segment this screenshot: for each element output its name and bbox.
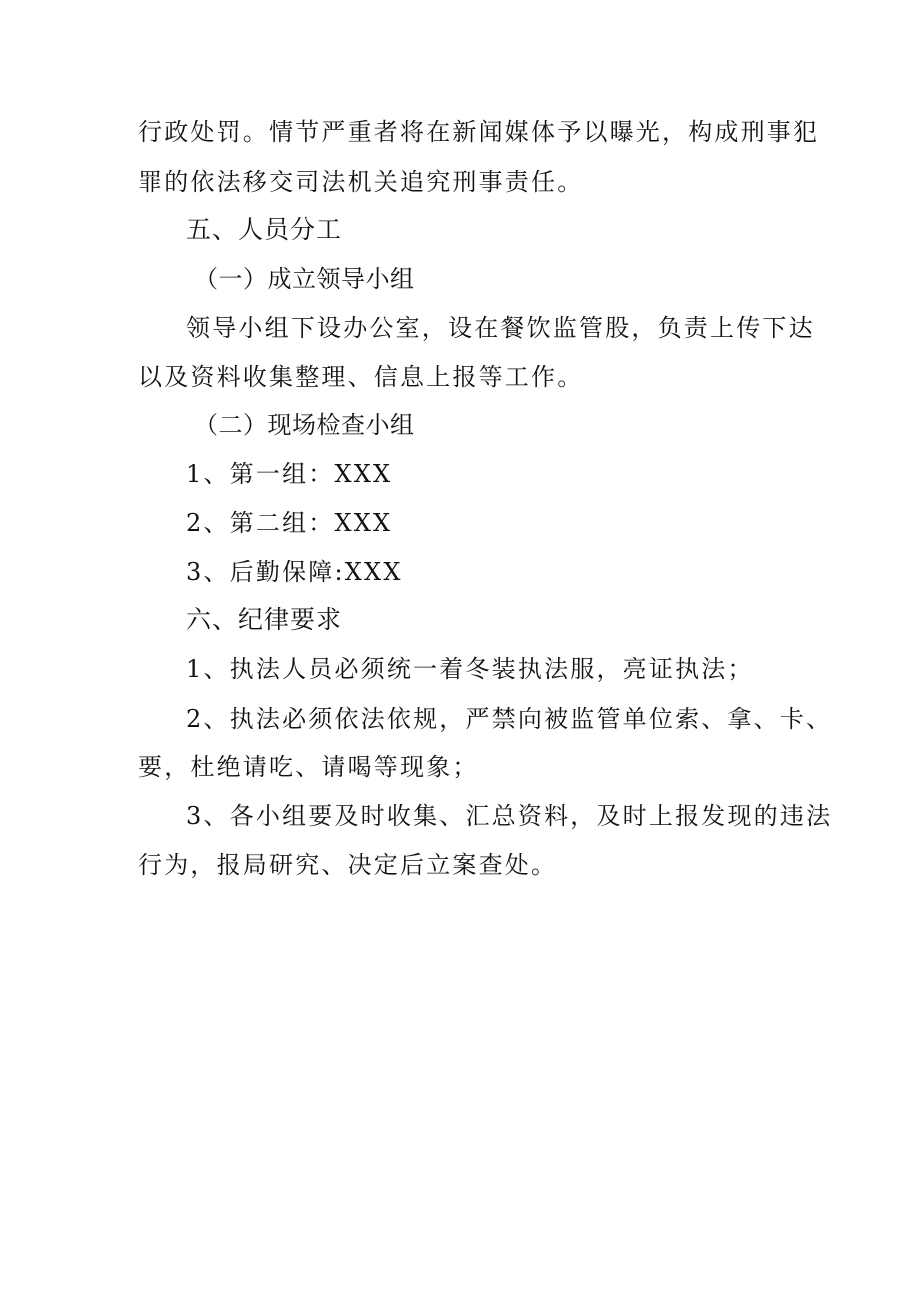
list-item: 3、后勤保障:XXX — [186, 558, 403, 586]
list-item: 2、执法必须依法依规，严禁向被监管单位索、拿、卡、 — [186, 705, 833, 733]
paragraph-line: 以及资料收集整理、信息上报等工作。 — [138, 363, 584, 391]
subsection-heading: （二）现场检查小组 — [194, 411, 415, 439]
list-item: 3、各小组要及时收集、汇总资料，及时上报发现的违法 — [186, 802, 833, 830]
list-item: 1、执法人员必须统一着冬装执法服，亮证执法； — [186, 655, 754, 683]
section-heading: 六、纪律要求 — [186, 605, 343, 634]
section-heading: 五、人员分工 — [186, 215, 343, 244]
paragraph-line: 行为，报局研究、决定后立案查处。 — [138, 851, 558, 879]
subsection-heading: （一）成立领导小组 — [194, 265, 415, 293]
paragraph-line: 要，杜绝请吃、请喝等现象； — [138, 753, 479, 781]
list-item: 1、第一组：XXX — [186, 460, 393, 488]
list-item: 2、第二组：XXX — [186, 509, 393, 537]
paragraph-line: 行政处罚。情节严重者将在新闻媒体予以曝光，构成刑事犯 — [138, 118, 820, 146]
paragraph-line: 罪的依法移交司法机关追究刑事责任。 — [138, 168, 584, 196]
paragraph-line: 领导小组下设办公室，设在餐饮监管股，负责上传下达 — [186, 314, 815, 342]
